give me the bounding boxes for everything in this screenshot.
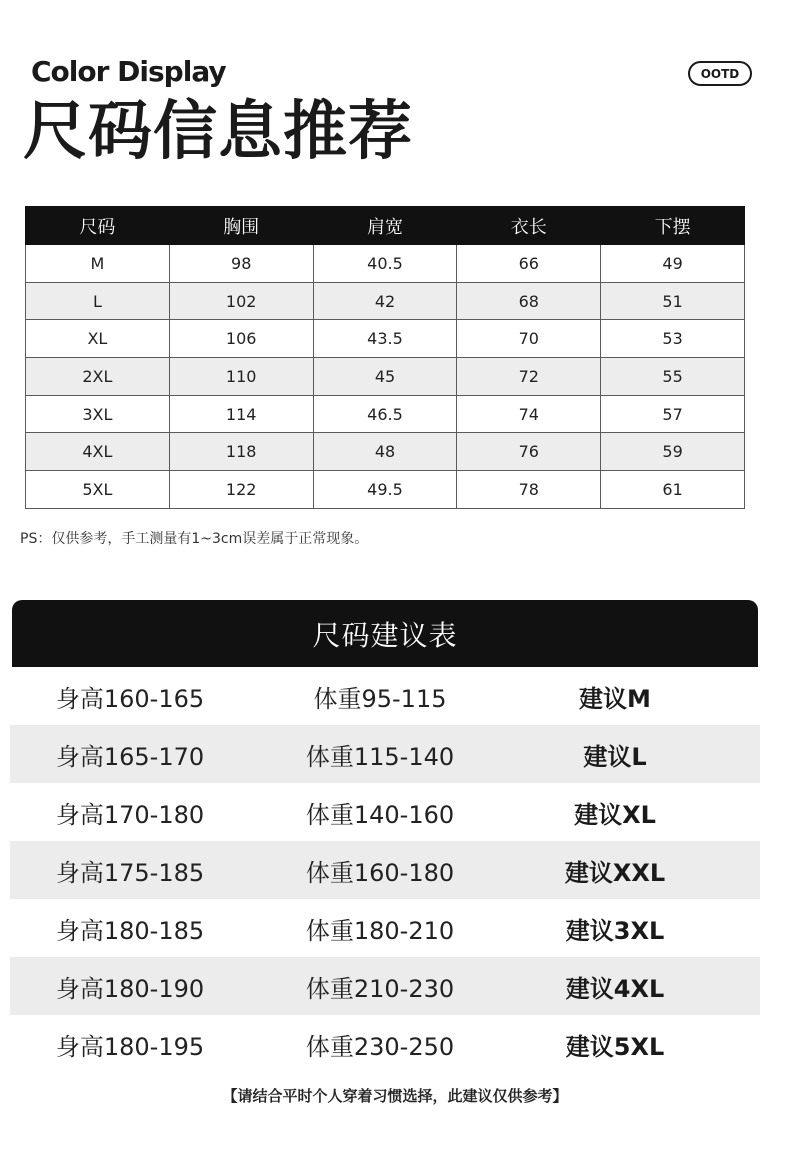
weight-range: 体重115-140 xyxy=(305,742,455,771)
recommendation-row xyxy=(10,957,760,1015)
height-range: 身高160-165 xyxy=(55,684,205,713)
size-table-body xyxy=(26,245,745,509)
weight-range: 体重140-160 xyxy=(305,800,455,829)
column-header: 衣长 xyxy=(457,207,601,245)
suggested-size: 建议3XL xyxy=(565,916,665,945)
table-cell: 110 xyxy=(169,358,313,396)
table-cell: 43.5 xyxy=(313,320,457,358)
table-cell: 59 xyxy=(601,433,745,471)
table-row xyxy=(26,320,745,358)
table-cell: XL xyxy=(26,320,170,358)
table-cell: 3XL xyxy=(26,395,170,433)
recommendation-row xyxy=(10,667,760,725)
weight-range: 体重180-210 xyxy=(305,916,455,945)
height-range: 身高180-190 xyxy=(55,974,205,1003)
table-cell: 4XL xyxy=(26,433,170,471)
table-row xyxy=(26,245,745,283)
table-cell: 102 xyxy=(169,282,313,320)
column-header: 下摆 xyxy=(601,207,745,245)
table-row xyxy=(26,282,745,320)
table-cell: 98 xyxy=(169,245,313,283)
column-header: 尺码 xyxy=(26,207,170,245)
table-cell: 53 xyxy=(601,320,745,358)
suggested-size: 建议L xyxy=(583,742,647,771)
table-cell: 72 xyxy=(457,358,601,396)
table-cell: L xyxy=(26,282,170,320)
table-row xyxy=(26,433,745,471)
table-cell: 45 xyxy=(313,358,457,396)
weight-range: 体重230-250 xyxy=(305,1032,455,1061)
table-cell: 122 xyxy=(169,471,313,509)
table-header-row xyxy=(26,207,745,245)
column-header: 胸围 xyxy=(169,207,313,245)
table-row xyxy=(26,358,745,396)
subtitle: Color Display xyxy=(31,55,226,88)
table-cell: M xyxy=(26,245,170,283)
table-cell: 66 xyxy=(457,245,601,283)
page-title: 尺码信息推荐 xyxy=(23,95,413,169)
table-cell: 61 xyxy=(601,471,745,509)
recommendation-row xyxy=(10,725,760,783)
height-range: 身高180-195 xyxy=(55,1032,205,1061)
brand-logo: OOTD xyxy=(688,61,752,86)
recommendation-row xyxy=(10,1015,760,1073)
table-cell: 46.5 xyxy=(313,395,457,433)
table-cell: 2XL xyxy=(26,358,170,396)
recommendation-row xyxy=(10,783,760,841)
height-range: 身高175-185 xyxy=(55,858,205,887)
table-cell: 55 xyxy=(601,358,745,396)
table-cell: 70 xyxy=(457,320,601,358)
column-header: 肩宽 xyxy=(313,207,457,245)
recommendation-row xyxy=(10,899,760,957)
height-range: 身高165-170 xyxy=(55,742,205,771)
table-row xyxy=(26,395,745,433)
table-cell: 57 xyxy=(601,395,745,433)
table-cell: 106 xyxy=(169,320,313,358)
measurement-note: PS：仅供参考，手工测量有1~3cm误差属于正常现象。 xyxy=(20,531,369,547)
suggested-size: 建议4XL xyxy=(565,974,665,1003)
table-cell: 51 xyxy=(601,282,745,320)
recommendation-list xyxy=(10,667,760,1073)
table-cell: 49 xyxy=(601,245,745,283)
table-cell: 40.5 xyxy=(313,245,457,283)
table-cell: 49.5 xyxy=(313,471,457,509)
suggested-size: 建议XL xyxy=(574,800,656,829)
table-cell: 114 xyxy=(169,395,313,433)
size-table xyxy=(25,206,745,509)
recommendation-row xyxy=(10,841,760,899)
table-cell: 118 xyxy=(169,433,313,471)
suggested-size: 建议XXL xyxy=(564,858,666,887)
height-range: 身高180-185 xyxy=(55,916,205,945)
weight-range: 体重95-115 xyxy=(313,684,447,713)
suggested-size: 建议M xyxy=(579,684,651,713)
recommendation-title: 尺码建议表 xyxy=(12,600,758,667)
weight-range: 体重160-180 xyxy=(305,858,455,887)
table-cell: 78 xyxy=(457,471,601,509)
table-cell: 42 xyxy=(313,282,457,320)
table-cell: 5XL xyxy=(26,471,170,509)
table-cell: 76 xyxy=(457,433,601,471)
table-cell: 48 xyxy=(313,433,457,471)
table-row xyxy=(26,471,745,509)
suggested-size: 建议5XL xyxy=(565,1032,665,1061)
height-range: 身高170-180 xyxy=(55,800,205,829)
footer-note: 【请结合平时个人穿着习惯选择，此建议仅供参考】 xyxy=(222,1087,568,1105)
table-cell: 74 xyxy=(457,395,601,433)
table-cell: 68 xyxy=(457,282,601,320)
weight-range: 体重210-230 xyxy=(305,974,455,1003)
